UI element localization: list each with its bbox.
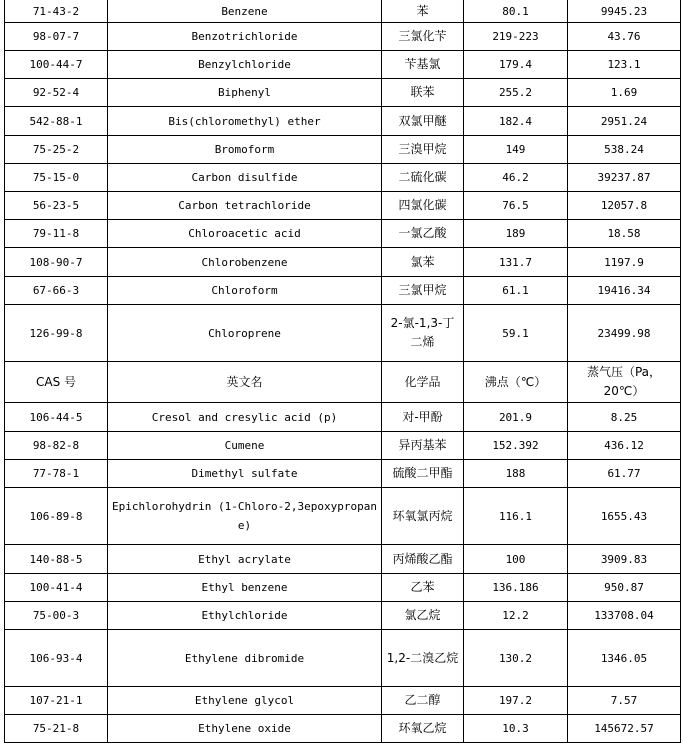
table-row xyxy=(5,192,681,220)
cas-cell: 107-21-1 xyxy=(5,687,108,715)
vapor-pressure-cell: 1.69 xyxy=(568,79,681,107)
vapor-pressure-cell: 9945.23 xyxy=(568,0,681,23)
cas-cell: 92-52-4 xyxy=(5,79,108,107)
cas-cell: 67-66-3 xyxy=(5,277,108,305)
chinese-name-cell: 氯乙烷 xyxy=(382,602,464,630)
english-name-cell: Epichlorohydrin (1-Chloro-2,3epoxypropane) xyxy=(108,488,382,545)
cas-cell: 56-23-5 xyxy=(5,192,108,220)
chinese-name-cell: 联苯 xyxy=(382,79,464,107)
english-name-cell: Ethyl acrylate xyxy=(108,545,382,574)
cas-cell: 100-44-7 xyxy=(5,51,108,79)
boiling-point-cell: 12.2 xyxy=(464,602,568,630)
vapor-pressure-cell: 1655.43 xyxy=(568,488,681,545)
cas-cell: 75-00-3 xyxy=(5,602,108,630)
table-row xyxy=(5,51,681,79)
header-cas: CAS 号 xyxy=(5,362,108,403)
english-name-cell: Dimethyl sulfate xyxy=(108,460,382,488)
header-boiling-point: 沸点（℃） xyxy=(464,362,568,403)
english-name-cell: Ethylene glycol xyxy=(108,687,382,715)
chinese-name-cell: 环氧乙烷 xyxy=(382,715,464,743)
chinese-name-cell: 四氯化碳 xyxy=(382,192,464,220)
chinese-name-cell: 对-甲酚 xyxy=(382,403,464,432)
boiling-point-cell: 131.7 xyxy=(464,248,568,277)
vapor-pressure-cell: 43.76 xyxy=(568,23,681,51)
table-row xyxy=(5,79,681,107)
table-row xyxy=(5,687,681,715)
chinese-name-cell: 三溴甲烷 xyxy=(382,136,464,164)
header-chemical: 化学品 xyxy=(382,362,464,403)
chinese-name-cell: 乙二醇 xyxy=(382,687,464,715)
vapor-pressure-cell: 23499.98 xyxy=(568,305,681,362)
cas-cell: 106-93-4 xyxy=(5,630,108,687)
english-name-cell: Biphenyl xyxy=(108,79,382,107)
chinese-name-cell: 氯苯 xyxy=(382,248,464,277)
chinese-name-cell: 三氯化苄 xyxy=(382,23,464,51)
table-row xyxy=(5,488,681,545)
table-row xyxy=(5,432,681,460)
chinese-name-cell: 1,2-二溴乙烷 xyxy=(382,630,464,687)
chemical-table xyxy=(4,0,681,743)
vapor-pressure-cell: 7.57 xyxy=(568,687,681,715)
vapor-pressure-cell: 18.58 xyxy=(568,220,681,248)
vapor-pressure-cell: 19416.34 xyxy=(568,277,681,305)
cas-cell: 126-99-8 xyxy=(5,305,108,362)
english-name-cell: Carbon disulfide xyxy=(108,164,382,192)
vapor-pressure-cell: 8.25 xyxy=(568,403,681,432)
chinese-name-cell: 2-氯-1,3-丁二烯 xyxy=(382,305,464,362)
table-row xyxy=(5,277,681,305)
chinese-name-cell: 异丙基苯 xyxy=(382,432,464,460)
boiling-point-cell: 219-223 xyxy=(464,23,568,51)
boiling-point-cell: 61.1 xyxy=(464,277,568,305)
table-row xyxy=(5,248,681,277)
chinese-name-cell: 苄基氯 xyxy=(382,51,464,79)
cas-cell: 106-89-8 xyxy=(5,488,108,545)
chinese-name-cell: 苯 xyxy=(382,0,464,23)
boiling-point-cell: 182.4 xyxy=(464,107,568,136)
vapor-pressure-cell: 1346.05 xyxy=(568,630,681,687)
boiling-point-cell: 10.3 xyxy=(464,715,568,743)
english-name-cell: Ethylchloride xyxy=(108,602,382,630)
cas-cell: 98-07-7 xyxy=(5,23,108,51)
chinese-name-cell: 环氧氯丙烷 xyxy=(382,488,464,545)
boiling-point-cell: 201.9 xyxy=(464,403,568,432)
chinese-name-cell: 乙苯 xyxy=(382,574,464,602)
english-name-cell: Chloroacetic acid xyxy=(108,220,382,248)
vapor-pressure-cell: 61.77 xyxy=(568,460,681,488)
vapor-pressure-cell: 39237.87 xyxy=(568,164,681,192)
vapor-pressure-cell: 538.24 xyxy=(568,136,681,164)
english-name-cell: Ethyl benzene xyxy=(108,574,382,602)
english-name-cell: Bromoform xyxy=(108,136,382,164)
boiling-point-cell: 130.2 xyxy=(464,630,568,687)
cas-cell: 75-25-2 xyxy=(5,136,108,164)
table-row xyxy=(5,545,681,574)
vapor-pressure-cell: 436.12 xyxy=(568,432,681,460)
table-row xyxy=(5,574,681,602)
boiling-point-cell: 188 xyxy=(464,460,568,488)
english-name-cell: Ethylene oxide xyxy=(108,715,382,743)
vapor-pressure-cell: 145672.57 xyxy=(568,715,681,743)
vapor-pressure-cell: 133708.04 xyxy=(568,602,681,630)
english-name-cell: Benzene xyxy=(108,0,382,23)
table-row xyxy=(5,220,681,248)
english-name-cell: Carbon tetrachloride xyxy=(108,192,382,220)
chinese-name-cell: 一氯乙酸 xyxy=(382,220,464,248)
cas-cell: 75-15-0 xyxy=(5,164,108,192)
table-row xyxy=(5,403,681,432)
english-name-cell: Cresol and cresylic acid (p) xyxy=(108,403,382,432)
chinese-name-cell: 三氯甲烷 xyxy=(382,277,464,305)
boiling-point-cell: 152.392 xyxy=(464,432,568,460)
english-name-cell: Bis(chloromethyl) ether xyxy=(108,107,382,136)
vapor-pressure-cell: 3909.83 xyxy=(568,545,681,574)
header-english-name: 英文名 xyxy=(108,362,382,403)
english-name-cell: Benzotrichloride xyxy=(108,23,382,51)
cas-cell: 100-41-4 xyxy=(5,574,108,602)
header-row xyxy=(5,362,681,403)
english-name-cell: Benzylchloride xyxy=(108,51,382,79)
table-row xyxy=(5,164,681,192)
chinese-name-cell: 二硫化碳 xyxy=(382,164,464,192)
boiling-point-cell: 189 xyxy=(464,220,568,248)
cas-cell: 77-78-1 xyxy=(5,460,108,488)
english-name-cell: Chloroprene xyxy=(108,305,382,362)
boiling-point-cell: 80.1 xyxy=(464,0,568,23)
table-row xyxy=(5,602,681,630)
cas-cell: 108-90-7 xyxy=(5,248,108,277)
boiling-point-cell: 59.1 xyxy=(464,305,568,362)
table-row xyxy=(5,136,681,164)
chinese-name-cell: 丙烯酸乙酯 xyxy=(382,545,464,574)
chinese-name-cell: 硫酸二甲酯 xyxy=(382,460,464,488)
vapor-pressure-cell: 950.87 xyxy=(568,574,681,602)
english-name-cell: Chlorobenzene xyxy=(108,248,382,277)
cas-cell: 98-82-8 xyxy=(5,432,108,460)
table-row xyxy=(5,460,681,488)
cas-cell: 106-44-5 xyxy=(5,403,108,432)
cas-cell: 140-88-5 xyxy=(5,545,108,574)
vapor-pressure-cell: 1197.9 xyxy=(568,248,681,277)
english-name-cell: Chloroform xyxy=(108,277,382,305)
english-name-cell: Ethylene dibromide xyxy=(108,630,382,687)
cas-cell: 79-11-8 xyxy=(5,220,108,248)
vapor-pressure-cell: 12057.8 xyxy=(568,192,681,220)
boiling-point-cell: 46.2 xyxy=(464,164,568,192)
boiling-point-cell: 149 xyxy=(464,136,568,164)
boiling-point-cell: 76.5 xyxy=(464,192,568,220)
boiling-point-cell: 197.2 xyxy=(464,687,568,715)
cas-cell: 542-88-1 xyxy=(5,107,108,136)
table-row xyxy=(5,0,681,23)
vapor-pressure-cell: 2951.24 xyxy=(568,107,681,136)
english-name-cell: Cumene xyxy=(108,432,382,460)
table-row xyxy=(5,107,681,136)
boiling-point-cell: 179.4 xyxy=(464,51,568,79)
table-row xyxy=(5,305,681,362)
table-row xyxy=(5,23,681,51)
boiling-point-cell: 255.2 xyxy=(464,79,568,107)
boiling-point-cell: 116.1 xyxy=(464,488,568,545)
vapor-pressure-cell: 123.1 xyxy=(568,51,681,79)
cas-cell: 71-43-2 xyxy=(5,0,108,23)
table-row xyxy=(5,715,681,743)
chinese-name-cell: 双氯甲醚 xyxy=(382,107,464,136)
table-row xyxy=(5,630,681,687)
header-vapor-pressure: 蒸气压（Pa，20℃） xyxy=(568,362,681,403)
boiling-point-cell: 100 xyxy=(464,545,568,574)
cas-cell: 75-21-8 xyxy=(5,715,108,743)
boiling-point-cell: 136.186 xyxy=(464,574,568,602)
